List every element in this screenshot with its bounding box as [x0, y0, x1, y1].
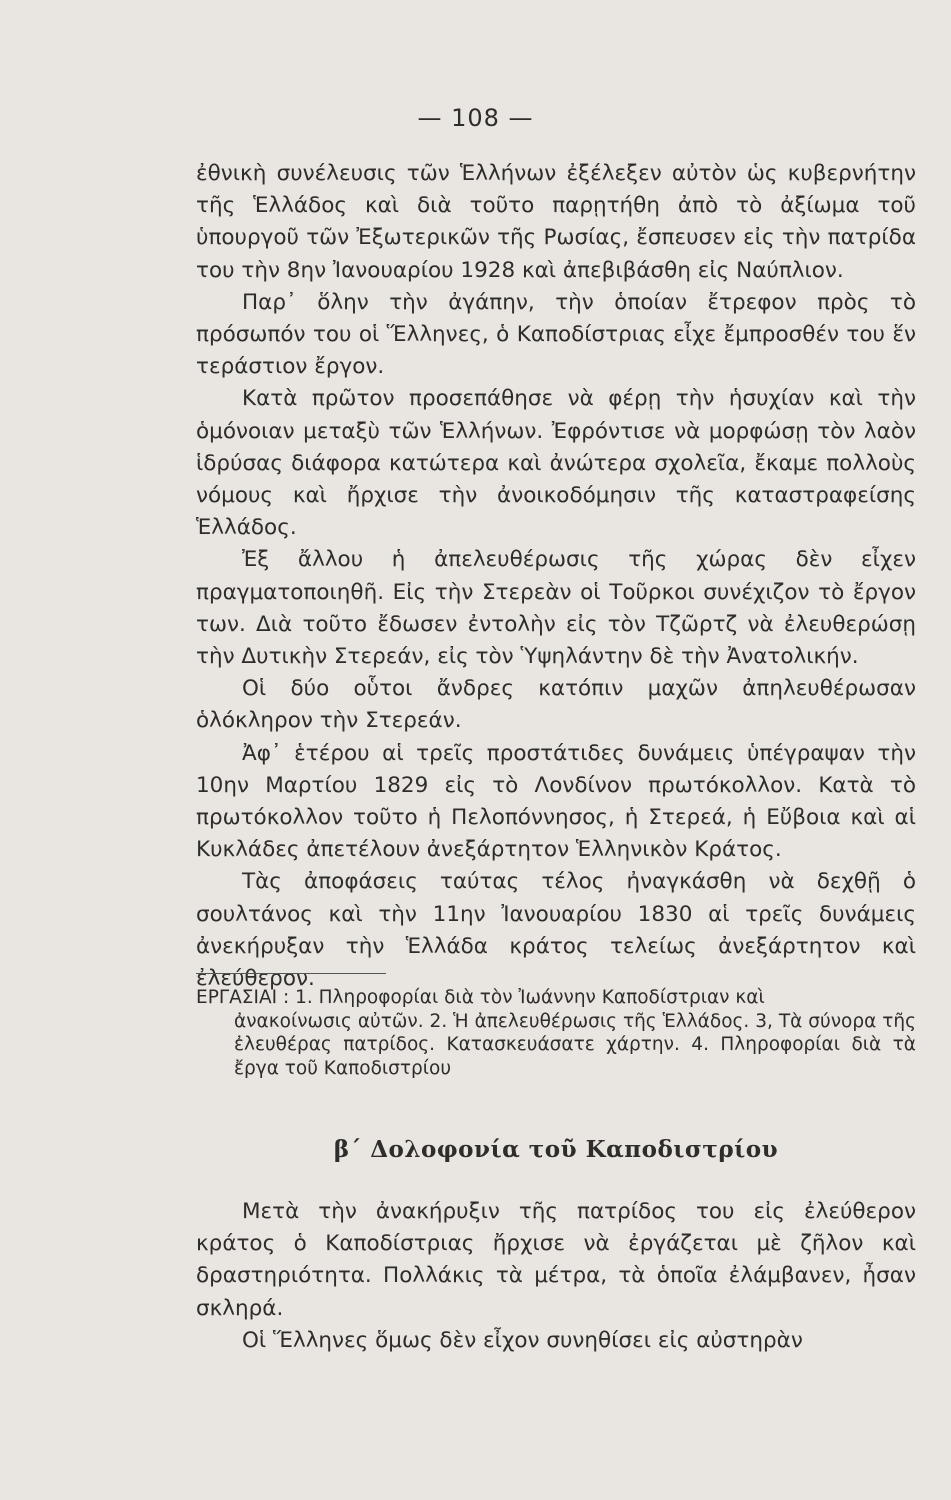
paragraph-3: Κατὰ πρῶτον προσεπάθησε νὰ φέρῃ τὴν ἡσυχίαν καὶ τὴν ὁμόνοιαν μεταξὺ τῶν Ἑλλήνων. Ἐφρόντισε νὰ μορφώσῃ τὸν λαὸν ἱδρύσας διάφορα κατώτερα καὶ ἀνώτερα σχολεῖα, ἔκαμε πολλοὺς νόμους καὶ ἤρχισε τὴν ἀνοικοδόμησιν τῆς καταστραφείσης Ἑλλάδος. — [196, 386, 916, 541]
paragraph-6: Ἀφ᾽ ἑτέρου αἱ τρεῖς προστάτιδες δυνάμεις ὑπέγραψαν τὴν 10ην Μαρτίου 1829 εἰς τὸ Λονδίνον πρωτόκολλον. Κατὰ τὸ πρωτόκολλον τοῦτο ἡ Πελοπόννησος, ἡ Στερεά, ἡ Εὔβοια καὶ αἱ Κυκλάδες ἀπετέλουν ἀνεξάρτητον Ἑλληνικὸν Κράτος. — [196, 740, 916, 863]
exercises-line-1: 1. Πληροφορίαι διὰ τὸν Ἰωάννην Καποδίστριαν καὶ — [295, 987, 765, 1008]
paragraph-1: ἐθνικὴ συνέλευσις τῶν Ἑλλήνων ἐξέλεξεν αὐτὸν ὡς κυβερνήτην τῆς Ἑλλάδος καὶ διὰ τοῦτο παρῃτήθη ἀπὸ τὸ ἀξίωμα τοῦ ὑπουργοῦ τῶν Ἐξωτερικῶν τῆς Ρωσίας, ἔσπευσεν εἰς τὴν πατρίδα του τὴν 8ην Ἰανουαρίου 1928 καὶ ἀπεβιβάσθη εἰς Ναύπλιον. — [196, 161, 916, 283]
page-number: — 108 — — [417, 104, 534, 132]
footnote-divider — [196, 973, 386, 974]
section-title: β΄ Δολοφονία τοῦ Καποδιστρίου — [333, 1136, 779, 1163]
exercises-block — [196, 986, 916, 1080]
section-paragraph-2: Οἱ Ἕλληνες ὅμως δὲν εἶχον συνηθίσει εἰς αὐστηρὰν — [242, 1327, 803, 1353]
paragraph-2: Παρ᾽ ὅλην τὴν ἀγάπην, τὴν ὁποίαν ἔτρεφον πρὸς τὸ πρόσωπόν του οἱ Ἕλληνες, ὁ Καποδίστριας εἶχε ἔμπροσθέν του ἕν τεράστιον ἔργον. — [196, 289, 916, 380]
section-text — [196, 1196, 916, 1357]
paragraph-4: Ἐξ ἄλλου ἡ ἀπελευθέρωσις τῆς χώρας δὲν εἶχεν πραγματοποιηθῆ. Εἰς τὴν Στερεὰν οἱ Τοῦρκοι συνέχιζον τὸ ἔργον των. Διὰ τοῦτο ἔδωσεν ἐντολὴν εἰς τὸν Τζῶρτζ νὰ ἐλευθερώσῃ τὴν Δυτικὴν Στερεάν, εἰς τὸν Ὑψηλάντην δὲ τὴν Ἀνατολικήν. — [196, 547, 916, 670]
exercises-continuation: ἀνακοίνωσις αὐτῶν. 2. Ἡ ἀπελευθέρωσις τῆς Ἑλλάδος. 3, Τὰ σύνορα τῆς ἐλευθέρας πατρίδος. Κατασκευάσατε χάρτην. 4. Πληροφορίαι διὰ τὰ ἔργα τοῦ Καποδιστρίου — [234, 1010, 916, 1079]
paragraph-7: Τὰς ἀποφάσεις ταύτας τέλος ἠναγκάσθη νὰ δεχθῇ ὁ σουλτάνος καὶ τὴν 11ην Ἰανουαρίου 1830 αἱ τρεῖς δυνάμεις ἀνεκήρυξαν τὴν Ἑλλάδα κράτος τελείως ἀνεξάρτητον καὶ ἐλεύθερον. — [196, 869, 916, 992]
section-paragraph-1: Μετὰ τὴν ἀνακήρυξιν τῆς πατρίδος του εἰς ἐλεύθερον κράτος ὁ Καποδίστριας ἤρχισε νὰ ἐργάζεται μὲ ζῆλον καὶ δραστηριότητα. Πολλάκις τὰ μέτρα, τὰ ὁποῖα ἐλάμβανεν, ἦσαν σκληρά. — [196, 1199, 916, 1321]
main-text — [196, 158, 916, 995]
paragraph-5: Οἱ δύο οὗτοι ἄνδρες κατόπιν μαχῶν ἀπηλευθέρωσαν ὁλόκληρον τὴν Στερεάν. — [196, 676, 916, 734]
exercises-label: ΕΡΓΑΣΙΑΙ : — [196, 987, 290, 1008]
